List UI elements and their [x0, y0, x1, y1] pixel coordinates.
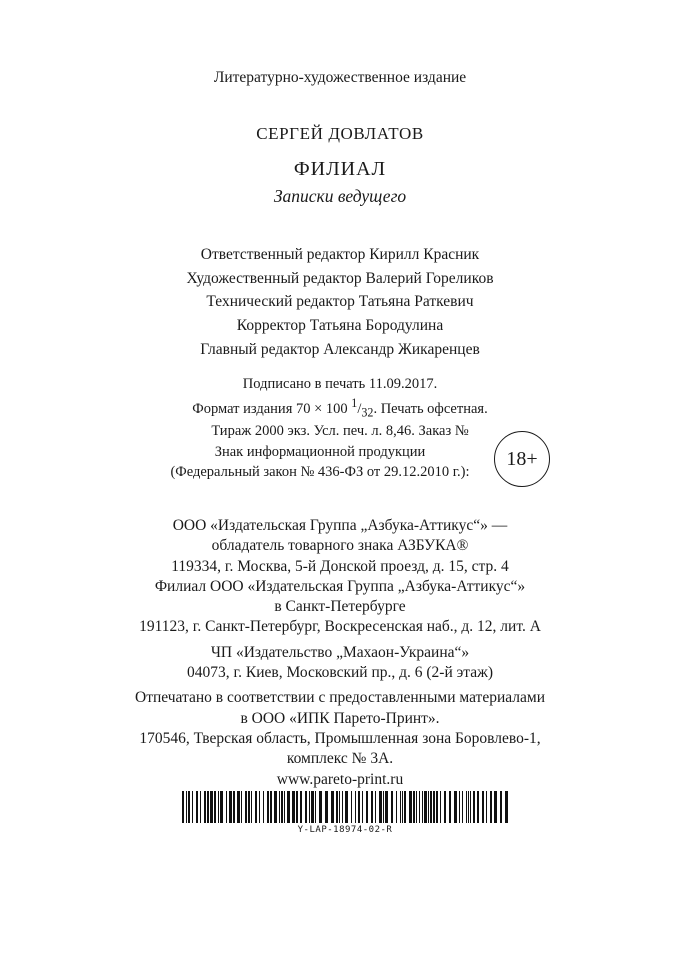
publisher-line: 119334, г. Москва, 5-й Донской проезд, д. 15, стр. 4	[171, 557, 509, 575]
info-sign-text	[150, 442, 490, 482]
publisher-block	[0, 516, 680, 790]
staff-line: Корректор Татьяна Бородулина	[236, 316, 444, 334]
printer-line: 170546, Тверская область, Промышленная зона Боровлево-1,	[139, 729, 541, 747]
staff-line: Художественный редактор Валерий Гореликов	[186, 269, 494, 287]
printer-line: в ООО «ИПК Парето-Принт».	[240, 709, 440, 727]
barcode-text: Y-LAP-18974-02-R	[297, 825, 393, 835]
chief-editor: Главный редактор Александр Жикаренцев	[200, 341, 480, 358]
publisher-line: обладатель товарного знака АЗБУКА®	[211, 537, 469, 555]
publisher-line: в Санкт-Петербурге	[274, 598, 406, 616]
info-sign-line: Знак информационной продукции	[214, 444, 426, 460]
format-line: Формат издания 70 × 100 $^1/_{32}$. Печать офсетная.	[192, 395, 488, 420]
info-sign-law: (Федеральный закон № 436-ФЗ от 29.12.2010 г.):	[170, 464, 470, 480]
publisher-line: ООО «Издательская Группа „Азбука-Аттикус“» —	[172, 517, 508, 534]
publisher-line: 04073, г. Киев, Московский пр., д. 6 (2-й этаж)	[187, 664, 493, 682]
staff-line: Технический редактор Татьяна Раткевич	[206, 293, 474, 311]
book-subtitle: Записки ведущего	[273, 186, 407, 206]
print-info	[0, 375, 680, 440]
editorial-staff	[0, 243, 680, 337]
barcode-icon	[180, 791, 510, 823]
book-title: ФИЛИАЛ	[293, 158, 387, 180]
genre-label: Литературно-художественное издание	[213, 69, 467, 86]
publisher-line: ЧП «Издательство „Махаон-Украина“»	[210, 643, 470, 661]
publisher-line: Филиал ООО «Издательская Группа „Азбука-Аттикус“»	[154, 577, 526, 595]
age-rating-badge: 18+	[494, 431, 550, 487]
printer-line: комплекс № 3А.	[286, 750, 394, 768]
signed-date: Подписано в печать 11.09.2017.	[242, 376, 438, 392]
author-name: СЕРГЕЙ ДОВЛАТОВ	[256, 124, 424, 143]
printer-line: Отпечатано в соответствии с предоставленными материалами	[135, 689, 545, 707]
staff-line: Ответственный редактор Кирилл Красник	[200, 246, 480, 263]
publisher-line: 191123, г. Санкт-Петербург, Воскресенская наб., д. 12, лит. А	[139, 618, 541, 636]
print-run: Тираж 2000 экз. Усл. печ. л. 8,46. Заказ №	[211, 422, 469, 439]
printer-website: www.pareto-print.ru	[276, 770, 404, 788]
